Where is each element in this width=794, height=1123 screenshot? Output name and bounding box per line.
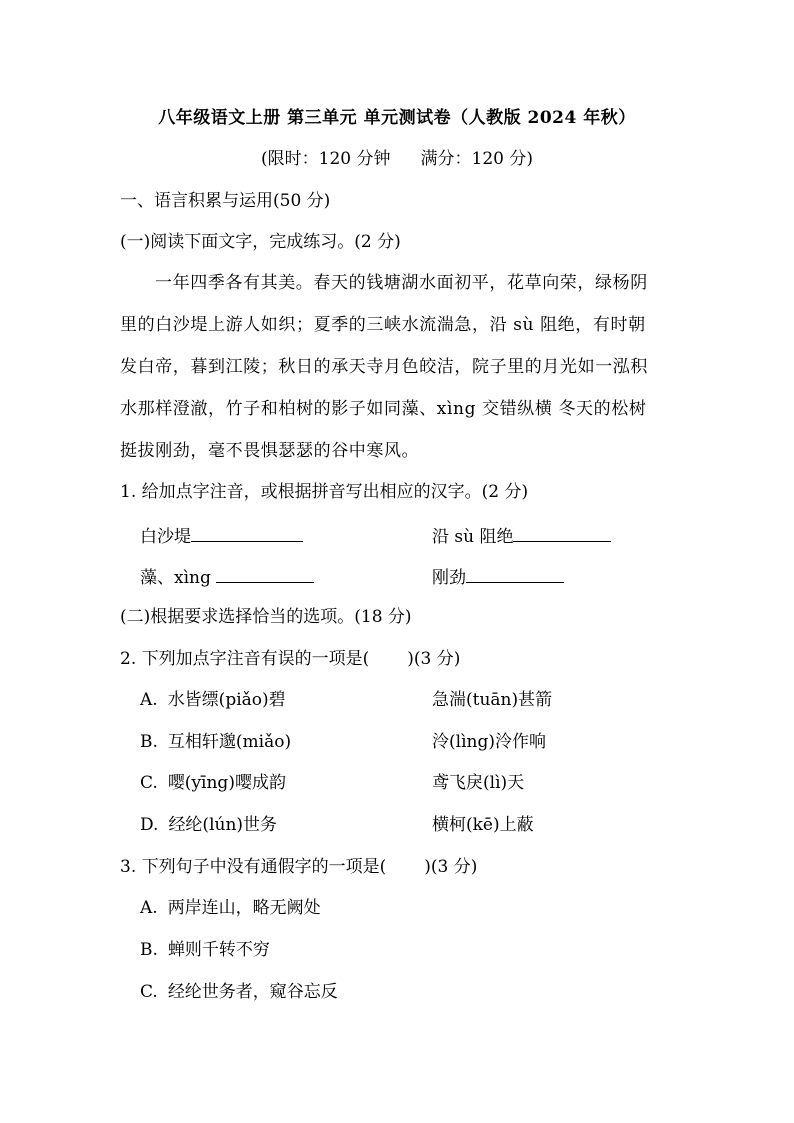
- q2-option-a-right: 急湍(tuān)甚箭: [432, 690, 553, 710]
- q2-option-c-left: [140, 772, 286, 794]
- q1-item-3-label: 藻、xìng: [140, 568, 217, 588]
- answer-blank[interactable]: [191, 523, 303, 542]
- q3-option-c: [140, 981, 338, 1003]
- option-label: B.: [140, 732, 158, 752]
- q3-score: )(3 分): [424, 857, 478, 877]
- q1-item-4: [432, 564, 564, 589]
- option-label: A.: [140, 690, 158, 710]
- option-text: 蝉则千转不穷: [167, 940, 270, 960]
- q2-option-a-left: [140, 689, 286, 711]
- passage-line-3: 发白帝，暮到江陵；秋日的承天寺月色皎洁，院子里的月光如一泓积: [120, 357, 648, 377]
- section-heading: 一、语言积累与运用(50 分): [120, 191, 331, 211]
- q1-item-1-label: 白沙堤: [140, 527, 191, 547]
- q3-option-b: [140, 939, 270, 961]
- passage-line-2: 里的白沙堤上游人如织；夏季的三峡水流湍急，沿 sù 阻绝，有时朝: [120, 315, 646, 335]
- q2-option-d-left: [140, 814, 277, 836]
- option-text: 经纶世务者，窥谷忘反: [167, 982, 338, 1002]
- option-text: 嘤(yīng)嘤成韵: [167, 773, 286, 793]
- q2-option-c-right: 鸢飞戾(lì)天: [432, 773, 525, 793]
- answer-blank[interactable]: [513, 523, 611, 542]
- question-3-stem: [120, 856, 477, 878]
- passage-line-4: 水那样澄澈，竹子和柏树的影子如同藻、xìng 交错纵横 冬天的松树: [120, 399, 647, 419]
- time-limit: (限时：120 分钟: [261, 149, 391, 169]
- q1-item-3: [140, 564, 314, 589]
- answer-blank[interactable]: [216, 564, 314, 583]
- passage-line-1: 一年四季各有其美。春天的钱塘湖水面初平，花草向荣，绿杨阴: [155, 273, 648, 293]
- option-label: B.: [140, 940, 158, 960]
- q1-item-2-label: 沿 sù 阻绝: [432, 527, 514, 547]
- question-2-stem: [120, 648, 460, 670]
- full-score: 满分：120 分): [420, 149, 533, 169]
- option-label: C.: [140, 982, 158, 1002]
- option-text: 两岸连山，略无阙处: [167, 898, 321, 918]
- q3-option-a: [140, 897, 321, 919]
- question-1-stem: 1. 给加点字注音，或根据拼音写出相应的汉字。(2 分): [120, 482, 529, 502]
- q2-score: )(3 分): [407, 649, 461, 669]
- option-text: 互相轩邈(miǎo): [167, 732, 292, 752]
- exam-subtitle: [0, 148, 794, 170]
- passage-line-5: 挺拔刚劲，毫不畏惧瑟瑟的谷中寒风。: [120, 441, 420, 461]
- q1-item-1: [140, 523, 303, 548]
- q2-option-b-right: 泠(lìng)泠作响: [432, 732, 546, 752]
- q2-option-d-right: 横柯(kē)上蔽: [432, 815, 534, 835]
- q2-option-b-left: [140, 731, 291, 753]
- part1-heading: (一)阅读下面文字，完成练习。(2 分): [120, 232, 401, 252]
- option-text: 水皆缥(piǎo)碧: [167, 690, 286, 710]
- answer-blank[interactable]: [466, 564, 564, 583]
- q3-stem-text: 3. 下列句子中没有通假字的一项是(: [120, 857, 387, 877]
- option-label: A.: [140, 898, 158, 918]
- q2-stem-text: 2. 下列加点字注音有误的一项是(: [120, 649, 370, 669]
- option-label: C.: [140, 773, 158, 793]
- exam-title: 八年级语文上册 第三单元 单元测试卷（人教版 2024 年秋）: [158, 108, 636, 128]
- q1-item-2: [432, 523, 611, 548]
- part2-heading: (二)根据要求选择恰当的选项。(18 分): [120, 607, 412, 627]
- q1-item-4-label: 刚劲: [432, 568, 466, 588]
- option-text: 经纶(lún)世务: [168, 815, 278, 835]
- option-label: D.: [140, 815, 159, 835]
